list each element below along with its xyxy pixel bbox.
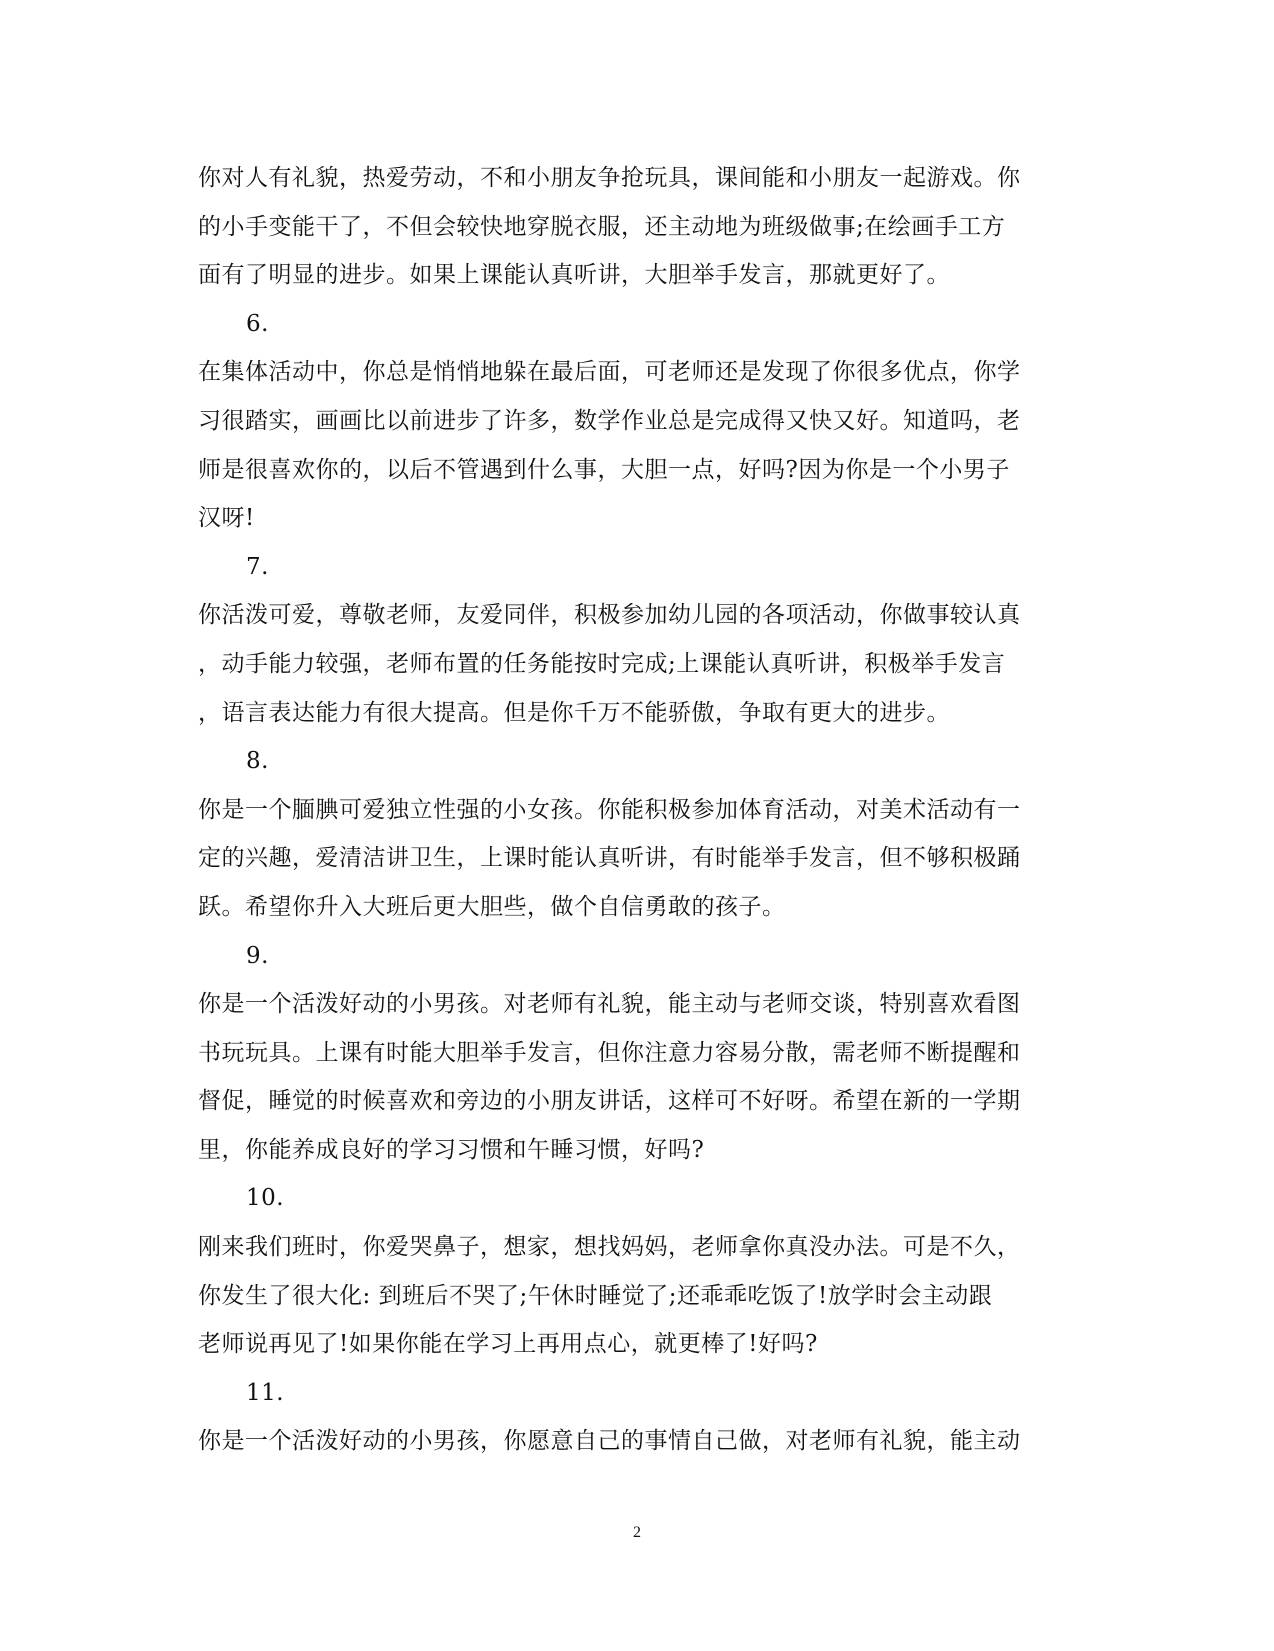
text-line: 你是一个腼腆可爱独立性强的小女孩。你能积极参加体育活动，对美术活动有一 [198, 796, 1021, 823]
text-line: 你对人有礼貌，热爱劳动，不和小朋友争抢玩具，课间能和小朋友一起游戏。你 [198, 165, 1021, 191]
text-line: 你发生了很大化: 到班后不哭了;午休时睡觉了;还乖乖吃饭了!放学时会主动跟 [198, 1282, 993, 1309]
page-number: 2 [633, 1524, 641, 1541]
item-number: 10. [246, 1185, 285, 1212]
text-line: 的小手变能干了，不但会较快地穿脱衣服，还主动地为班级做事;在绘画手工方 [198, 213, 1006, 240]
text-line: 你是一个活泼好动的小男孩，你愿意自己的事情自己做，对老师有礼貌，能主动 [198, 1428, 1021, 1455]
document-body [198, 154, 1078, 1466]
text-line: 督促，睡觉的时候喜欢和旁边的小朋友讲话，这样可不好呀。希望在新的一学期 [198, 1088, 1021, 1115]
text-line: 师是很喜欢你的，以后不管遇到什么事，大胆一点，好吗?因为你是一个小男子 [198, 456, 1010, 483]
text-line: 跃。希望你升入大班后更大胆些，做个自信勇敢的孩子。 [198, 893, 786, 920]
text-line: 汉呀! [198, 505, 255, 532]
text-line: ，动手能力较强，老师布置的任务能按时完成;上课能认真听讲，积极举手发言 [198, 650, 1006, 677]
text-line: 在集体活动中，你总是悄悄地躲在最后面，可老师还是发现了你很多优点，你学 [198, 359, 1021, 386]
text-line: 你是一个活泼好动的小男孩。对老师有礼貌，能主动与老师交谈，特别喜欢看图 [198, 991, 1021, 1018]
text-line: 里，你能养成良好的学习习惯和午睡习惯，好吗? [198, 1136, 705, 1163]
text-line: 习很踏实，画画比以前进步了许多，数学作业总是完成得又快又好。知道吗，老 [198, 407, 1021, 434]
item-number: 11. [246, 1379, 285, 1406]
text-line: 书玩玩具。上课有时能大胆举手发言，但你注意力容易分散，需老师不断提醒和 [198, 1039, 1021, 1066]
item-number: 6. [246, 310, 269, 337]
text-line: 定的兴趣，爱清洁讲卫生，上课时能认真听讲，有时能举手发言，但不够积极踊 [198, 845, 1021, 872]
text-line: 面有了明显的进步。如果上课能认真听讲，大胆举手发言，那就更好了。 [198, 262, 950, 289]
item-number: 8. [246, 748, 269, 775]
item-number: 9. [246, 942, 269, 969]
text-line: ，语言表达能力有很大提高。但是你千万不能骄傲，争取有更大的进步。 [198, 699, 950, 726]
text-line: 你活泼可爱，尊敬老师，友爱同伴，积极参加幼儿园的各项活动，你做事较认真 [198, 602, 1021, 629]
text-line: 刚来我们班时，你爱哭鼻子，想家，想找妈妈，老师拿你真没办法。可是不久， [198, 1234, 1021, 1261]
text-line: 老师说再见了!如果你能在学习上再用点心，就更棒了!好吗? [198, 1331, 818, 1358]
item-number: 7. [246, 553, 269, 580]
